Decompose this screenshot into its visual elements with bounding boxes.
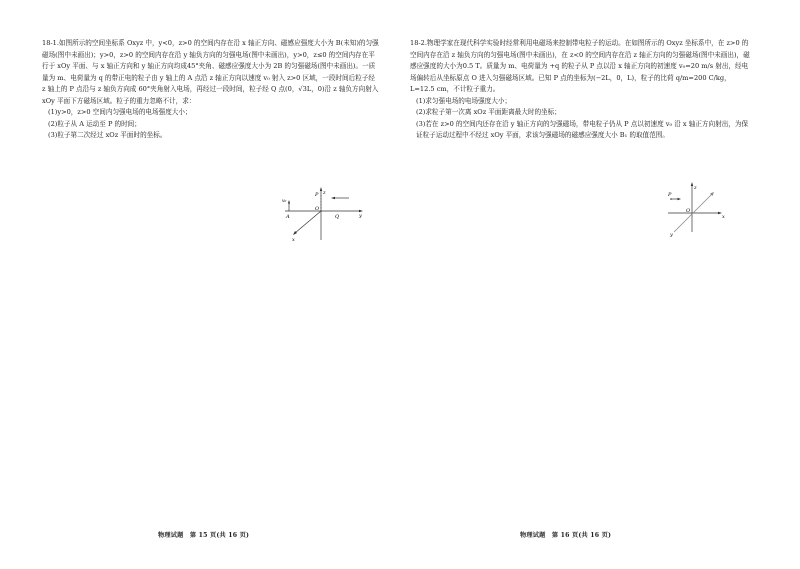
fig1-label-o: O [315,206,320,212]
problem-18-2-q1: (1)求匀强电场的电场强度大小； [416,96,512,105]
problem-18-1-text: 18-1.如图所示的空间坐标系 Oxyz 中，y<0，z>0 的空间内存在沿 x 轴正方向、磁感应强度大小为 B(未知)的匀强磁场(图中未画出)；y>0，z>0 的空间内存在沿 y 轴负方向的匀强电场(图中未画出)，y>0，z≤0 的空间内存在平行于 xOy 平面、与 x 轴正方向和 y 轴正方向均成45°夹角、磁感应强度大小为 2B 的匀强磁场(图中未画出)。一质量为 m、电荷量为 q 的带正电的粒子由 y 轴上的 A 点沿 z 轴正方向以速度 v₀ 射入 z>0 区域，一段时间后粒子经 z 轴上的 P 点沿与 z 轴负方向成 60°夹角射入电场，再经过一段时间，粒子经 Q 点(0，√3L，0)沿 z 轴负方向射入 xOy 平面下方磁场区域。粒子的重力忽略不计，求： [42,39,381,105]
problem-18-2-q2: (2)求粒子第一次离 xOz 平面距离最大时的坐标； [416,108,561,116]
fig2-label-o: O [686,208,691,214]
fig1-label-v0: v₀ [282,199,287,204]
fig1-label-p: P [315,192,319,198]
figure-18-2 [662,180,732,240]
fig2-label-x: x [722,214,725,220]
problem-18-1 [42,38,380,142]
fig1-label-z: z [323,190,326,196]
problem-18-2 [410,38,754,142]
problem-18-1-q3: (3)粒子第二次经过 xOz 平面时的坐标。 [48,131,167,139]
problem-18-1-q1: (1)y>0，z>0 空间内匀强电场的电场强度大小； [48,108,192,116]
fig1-label-q: Q [335,214,340,220]
problem-18-2-q3: (3)若在 z>0 的空间内还存在沿 y 轴正方向的匀强磁场，带电粒子仍从 P 点以初速度 v₀ 沿 x 轴正方向射出，为保证粒子运动过程中不经过 xOy 平面，求该匀强磁场的磁感应强度大小 B₁ 的取值范围。 [416,119,749,139]
problem-18-1-q2: (2)粒子从 A 运动至 P 的时间； [48,119,141,128]
problem-18-2-text: 18-2.物理学家在现代科学实验时经常利用电磁场来控制带电粒子的运动。在如图所示的 Oxyz 坐标系中，在 z>0 的空间内存在沿 z 轴负方向的匀强电场(图中未画出)，在 z<0 的空间内存在沿 z 轴正方向的匀强磁场(图中未画出)，磁感应强度的大小为0.5 T。质量为 m、电荷量为 +q 的粒子从 P 点以沿 x 轴正方向的初速度 v₀=20 m/s 射出，经电场偏转后从坐标原点 O 进入匀强磁场区域。已知 P 点的坐标为(−2L，0，L)，粒子的比荷 q/m=200 C/kg，L=12.5 cm，不计粒子重力。 [410,39,750,93]
figure-18-1 [275,185,375,245]
fig1-label-x: x [292,237,295,243]
page-15-footer: 物理试题 第 15 页(共 16 页) [158,532,250,539]
fig2-label-z: z [694,185,697,191]
fig1-label-y: y [359,213,362,219]
page-16-footer: 物理试题 第 16 页(共 16 页) [520,532,612,539]
fig2-label-y: y [670,232,673,238]
fig2-label-p: P [668,192,672,198]
fig1-label-a: A [286,214,290,220]
